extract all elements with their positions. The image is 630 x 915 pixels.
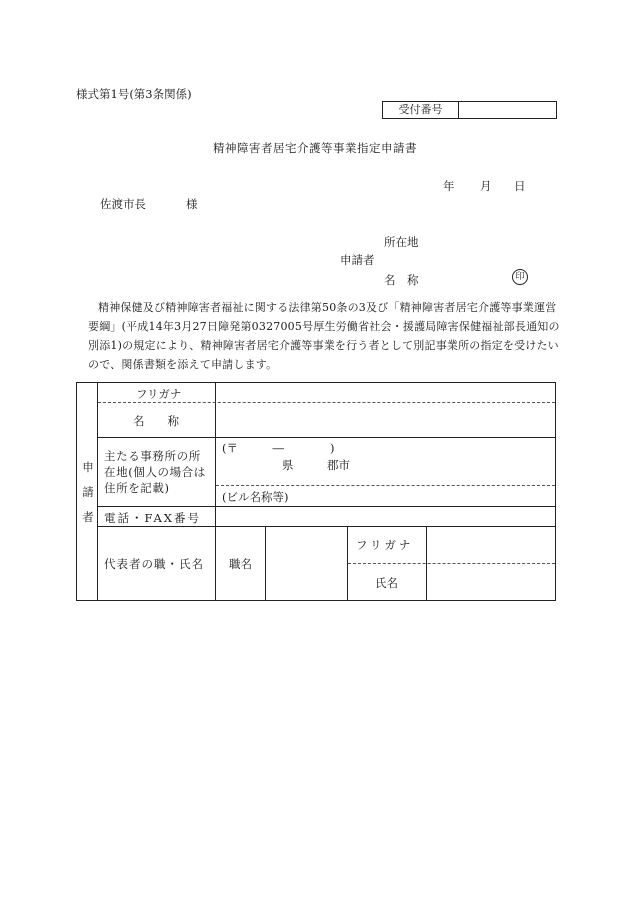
postal-code: (〒 ― )	[222, 441, 335, 455]
addressee	[100, 196, 198, 212]
representative-name-label: 氏名	[375, 576, 398, 590]
document-title: 精神障害者居宅介護等事業指定申請書	[213, 141, 417, 155]
representative-furigana-label: フリガナ	[356, 538, 414, 552]
office-address-label-line-2: 在地(個人の場合は	[104, 465, 206, 479]
position-field[interactable]	[266, 527, 347, 600]
form-number-label: 様式第1号(第3条関係)	[76, 87, 192, 101]
receipt-number-field[interactable]	[459, 102, 556, 118]
office-address-label-line-3: 住所を記載)	[104, 481, 170, 495]
addressee-honorific: 様	[186, 197, 198, 211]
applicant-name-label: 名 称	[384, 273, 419, 287]
seal-icon: 印	[512, 269, 528, 285]
side-label-char-1: 申	[82, 460, 94, 474]
side-label-char-3: 者	[82, 510, 94, 524]
office-address-label-line-1: 主たる事務所の所	[104, 449, 201, 463]
addressee-name: 佐渡市長	[100, 197, 146, 211]
representative-name-field[interactable]	[427, 527, 555, 600]
phone-fax-label: 電話・FAX番号	[104, 511, 201, 525]
applicant-address-label: 所在地	[384, 235, 419, 249]
application-statement: 精神保健及び精神障害者福祉に関する法律第50条の3及び「精神障害者居宅介護等事業運営要綱」(平成14年3月27日障発第0327005号厚生労働省社会・援護局障害保健福祉部長通知の別添1)の規定により、精神障害者居宅介護等事業を行う者として別記事業所の指定を受けたいので、関係書類を添えて申請します。	[88, 301, 560, 371]
prefecture-label: 県	[282, 458, 294, 472]
date-day: 日	[514, 179, 526, 193]
date-year: 年	[443, 179, 455, 193]
county-city-label: 郡市	[327, 458, 350, 472]
building-name-label: (ビル名称等)	[222, 490, 289, 504]
position-label: 職名	[229, 557, 252, 571]
side-label-char-2: 請	[82, 485, 94, 499]
date-month: 月	[480, 179, 492, 193]
office-address-label	[104, 448, 206, 496]
furigana-field[interactable]	[216, 383, 555, 402]
name-field[interactable]	[216, 403, 555, 437]
receipt-number-label: 受付番号	[383, 102, 459, 118]
applicant-label: 申請者	[340, 253, 375, 267]
representative-label: 代表者の職・氏名	[104, 557, 204, 571]
receipt-number-box	[382, 101, 557, 119]
name-label: 名 称	[133, 414, 179, 428]
phone-fax-field[interactable]	[216, 507, 555, 526]
furigana-label: フリガナ	[136, 387, 182, 401]
